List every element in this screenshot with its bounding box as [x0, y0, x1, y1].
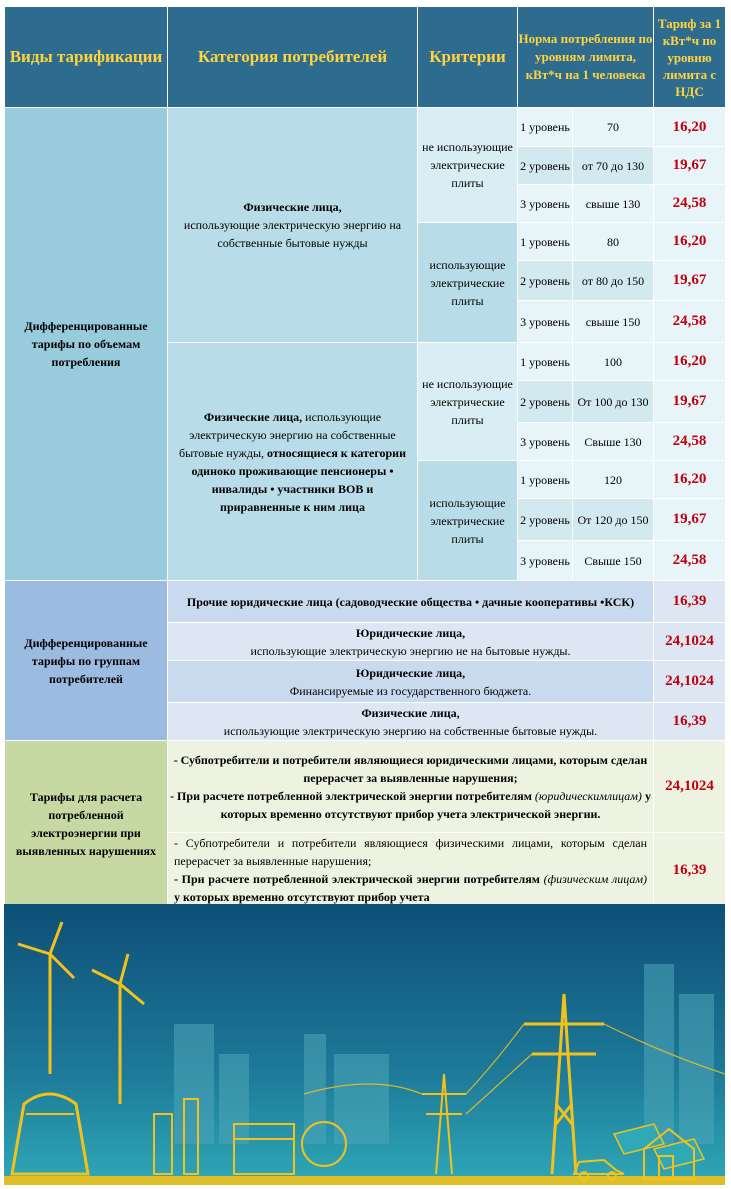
level-cell: 2 уровень: [518, 499, 573, 541]
group1-category: [168, 108, 418, 343]
section3-row1: [168, 741, 654, 833]
energy-banner: [4, 904, 725, 1185]
section2-category: [168, 623, 654, 661]
header-criteria: Критерии: [418, 7, 518, 108]
tariff-cell: 19,67: [654, 261, 726, 301]
level-cell: 1 уровень: [518, 343, 573, 381]
tariff-cell: 16,20: [654, 343, 726, 381]
group2-criteria-b: использующие электрические плиты: [418, 461, 518, 581]
norm-cell: от 80 до 150: [573, 261, 654, 301]
section2-title: Дифференцированные тарифы по группам потребителей: [5, 581, 168, 741]
tariff-cell: 24,1024: [654, 623, 726, 661]
table-row: [5, 108, 726, 147]
table-row: [5, 581, 726, 623]
tariff-cell: 24,58: [654, 423, 726, 461]
norm-cell: 70: [573, 108, 654, 147]
section3-row2-line2b: (физическим лицам): [543, 872, 647, 886]
norm-cell: От 100 до 130: [573, 381, 654, 423]
norm-cell: 120: [573, 461, 654, 499]
norm-cell: От 120 до 150: [573, 499, 654, 541]
section3-row2-line1: - Субпотребители и потребители являющиеся физическими лицами, которым сделан перерасчет за выявленные нарушения;: [174, 836, 647, 868]
group1-category-text: использующие электрическую энергию на собственные бытовые нужды: [183, 218, 402, 250]
section2-category: Прочие юридические лица (садоводческие общества • дачные кооперативы •КСК): [168, 581, 654, 623]
group2-category: [168, 343, 418, 581]
section3-row1-line2c: у которых временно отсутствуют прибор учета электрической энергии.: [220, 788, 651, 821]
header-types: Виды тарификации: [5, 7, 168, 108]
tariff-cell: 16,20: [654, 461, 726, 499]
section3-row2: [168, 833, 654, 908]
norm-cell: 100: [573, 343, 654, 381]
group1-category-bold: Физические лица,: [243, 200, 342, 214]
level-cell: 2 уровень: [518, 147, 573, 185]
group2-category-bold-2: относящиеся к категории одиноко проживающие пенсионеры • инвалиды • участники ВОВ и приравненные к ним лица: [191, 445, 407, 514]
tariff-table: [4, 6, 726, 908]
section1-title: Дифференцированные тарифы по объемам потребления: [5, 108, 168, 581]
tariff-cell: 24,1024: [654, 661, 726, 703]
section3-row1-line2a: - При расчете потребленной электрической энергии потребителям: [170, 788, 532, 803]
level-cell: 3 уровень: [518, 185, 573, 223]
level-cell: 1 уровень: [518, 461, 573, 499]
section3-row2-line2c: у которых временно отсутствуют прибор учета: [174, 890, 430, 904]
tariff-cell: 24,1024: [654, 741, 726, 833]
section2-category: [168, 703, 654, 741]
section3-row2-line2a: - При расчете потребленной электрической энергии потребителям: [174, 872, 540, 886]
section2-category-bold: Физические лица,: [361, 705, 460, 720]
tariff-cell: 16,20: [654, 108, 726, 147]
section2-category-text: использующие электрическую энергию на собственные бытовые нужды.: [223, 723, 598, 738]
tariff-cell: 16,20: [654, 223, 726, 261]
norm-cell: Свыше 130: [573, 423, 654, 461]
group1-criteria-b: использующие электрические плиты: [418, 223, 518, 343]
section2-category-text: Финансируемые из государственного бюджета.: [289, 683, 532, 698]
section2-category-bold: Юридические лица,: [355, 625, 466, 640]
section3-row1-line1: - Субпотребители и потребители являющиеся юридическими лицами, которым сделан перерасчет за выявленные нарушения;: [173, 752, 648, 785]
section3-title: Тарифы для расчета потребленной электроэнергии при выявленных нарушениях: [5, 741, 168, 908]
header-category: Категория потребителей: [168, 7, 418, 108]
norm-cell: от 70 до 130: [573, 147, 654, 185]
header-norm: Норма потребления по уровням лимита, кВт*ч на 1 человека: [518, 7, 654, 108]
tariff-table-frame: [4, 6, 725, 908]
norm-cell: свыше 130: [573, 185, 654, 223]
header-tariff: Тариф за 1 кВт*ч по уровню лимита с НДС: [654, 7, 726, 108]
energy-illustration: [4, 904, 725, 1185]
group2-criteria-a: не использующие электрические плиты: [418, 343, 518, 461]
header-row: [5, 7, 726, 108]
tariff-cell: 16,39: [654, 833, 726, 908]
norm-cell: Свыше 150: [573, 541, 654, 581]
tariff-cell: 19,67: [654, 499, 726, 541]
group1-criteria-a: не использующие электрические плиты: [418, 108, 518, 223]
level-cell: 3 уровень: [518, 423, 573, 461]
tariff-cell: 24,58: [654, 301, 726, 343]
group2-category-bold: Физические лица,: [203, 409, 303, 424]
tariff-cell: 24,58: [654, 541, 726, 581]
tariff-cell: 16,39: [654, 581, 726, 623]
tariff-cell: 16,39: [654, 703, 726, 741]
group2-category-text: использующие электрическую энергию на собственные бытовые нужды,: [178, 409, 396, 460]
tariff-cell: 24,58: [654, 185, 726, 223]
level-cell: 1 уровень: [518, 108, 573, 147]
section2-category-bold: Юридические лица,: [355, 665, 466, 680]
section2-category-text: использующие электрическую энергию не на бытовые нужды.: [250, 643, 571, 658]
level-cell: 3 уровень: [518, 301, 573, 343]
level-cell: 2 уровень: [518, 381, 573, 423]
level-cell: 3 уровень: [518, 541, 573, 581]
level-cell: 2 уровень: [518, 261, 573, 301]
tariff-cell: 19,67: [654, 147, 726, 185]
norm-cell: 80: [573, 223, 654, 261]
section3-row1-line2b: (юридическимлицам): [534, 788, 642, 803]
level-cell: 1 уровень: [518, 223, 573, 261]
table-row: [5, 741, 726, 833]
norm-cell: свыше 150: [573, 301, 654, 343]
tariff-cell: 19,67: [654, 381, 726, 423]
section2-category: [168, 661, 654, 703]
